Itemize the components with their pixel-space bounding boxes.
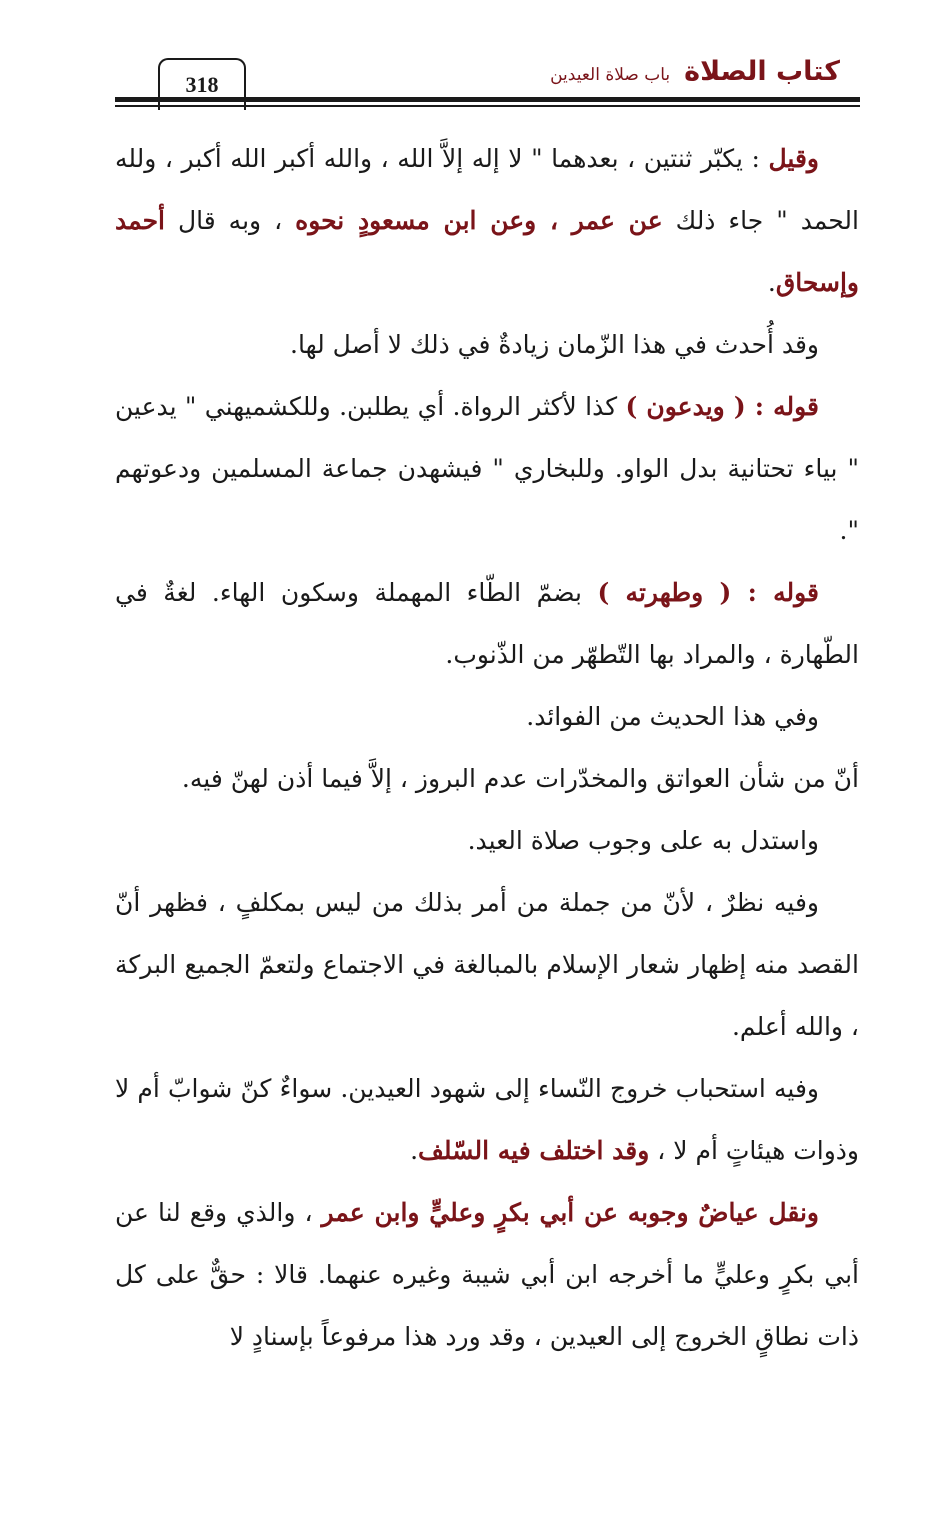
header-rule-thick [115, 97, 860, 102]
paragraph [115, 872, 859, 1058]
text-segment: وفي هذا الحديث من الفوائد. [526, 702, 819, 731]
highlighted-text: وقيل [768, 144, 819, 173]
body-text [115, 128, 859, 1368]
text-segment: ، والذي وقع لنا عن أبي بكرٍ وعليٍّ ما أخرجه ابن أبي شيبة وغيره عنهما. قالا : حقٌّ على كل ذات نطاقٍ الخروج إلى العيدين ، وقد ورد هذا مرفوعاً بإسنادٍ لا [115, 1198, 859, 1351]
paragraph [115, 1058, 859, 1182]
highlighted-text: وقد اختلف فيه السّلف [418, 1136, 650, 1165]
paragraph [115, 686, 859, 748]
text-segment: . [410, 1136, 419, 1165]
page-header [0, 0, 945, 115]
text-segment: وفيه استحباب خروج النّساء إلى شهود العيدين. سواءٌ كنّ شوابّ أم لا وذوات هيئاتٍ أم لا ، [115, 1074, 859, 1165]
highlighted-text: عن عمر ، وعن ابن مسعودٍ نحوه [295, 206, 663, 235]
page-number-box [158, 58, 246, 110]
paragraph [115, 314, 859, 376]
highlighted-text: قوله : ( ويدعون ) [625, 392, 819, 421]
header-rule-thin [115, 105, 860, 107]
book-title: كتاب الصلاة [684, 56, 840, 87]
highlighted-text: قوله : ( وطهرته ) [597, 578, 819, 607]
text-segment: ، وبه قال [164, 206, 296, 235]
running-title [550, 56, 840, 87]
text-segment: . [767, 268, 776, 297]
text-segment: وقد أُحدث في هذا الزّمان زيادةٌ في ذلك لا أصل لها. [290, 330, 819, 359]
paragraph [115, 748, 859, 810]
chapter-title: باب صلاة العيدين [550, 65, 671, 85]
paragraph [115, 128, 859, 314]
paragraph [115, 562, 859, 686]
text-segment: واستدل به على وجوب صلاة العيد. [467, 826, 819, 855]
text-segment: كذا لأكثر الرواة. أي يطلبن. وللكشميهني " يدعين " بياء تحتانية بدل الواو. وللبخاري " فيشهدن جماعة المسلمين ودعوتهم ". [115, 392, 859, 545]
text-segment: أنّ من شأن العواتق والمخدّرات عدم البروز ، إلاَّ فيما أذن لهنّ فيه. [181, 764, 859, 793]
paragraph [115, 376, 859, 562]
paragraph [115, 810, 859, 872]
highlighted-text: أحمد وإسحاق [115, 206, 859, 297]
text-segment: : يكبّر ثنتين ، بعدهما " لا إله إلاَّ الله ، والله أكبر الله أكبر ، ولله الحمد " جاء ذلك [115, 144, 859, 235]
paragraph [115, 1182, 859, 1368]
text-segment: بضمّ الطّاء المهملة وسكون الهاء. لغةٌ في الطّهارة ، والمراد بها التّطهّر من الذّنوب. [115, 578, 859, 669]
page-number: 318 [185, 72, 219, 97]
highlighted-text: ونقل عياضٌ وجوبه عن أبي بكرٍ وعليٍّ وابن عمر [321, 1198, 819, 1227]
text-segment: وفيه نظرٌ ، لأنّ من جملة من أمر بذلك من ليس بمكلفٍ ، فظهر أنّ القصد منه إظهار شعار الإسلام بالمبالغة في الاجتماع ولتعمّ الجميع البركة ، والله أعلم. [115, 888, 859, 1041]
